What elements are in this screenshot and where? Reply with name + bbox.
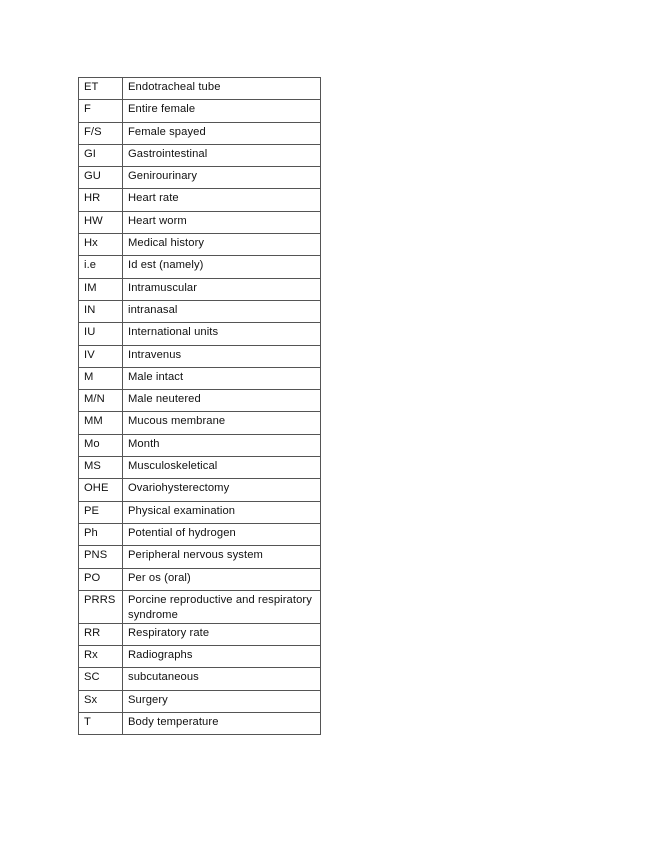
abbreviation-cell: GI: [79, 144, 123, 166]
abbreviation-cell: Hx: [79, 234, 123, 256]
table-row: [79, 568, 321, 590]
table-row: [79, 501, 321, 523]
meaning-cell: Endotracheal tube: [123, 78, 321, 100]
abbreviation-cell: PE: [79, 501, 123, 523]
meaning-cell: Heart rate: [123, 189, 321, 211]
meaning-cell: Female spayed: [123, 122, 321, 144]
meaning-cell: Potential of hydrogen: [123, 523, 321, 545]
abbreviation-cell: OHE: [79, 479, 123, 501]
meaning-cell: Musculoskeletical: [123, 457, 321, 479]
abbreviation-cell: Ph: [79, 523, 123, 545]
meaning-cell: Ovariohysterectomy: [123, 479, 321, 501]
table-row: [79, 523, 321, 545]
table-row: [79, 390, 321, 412]
meaning-cell: Physical examination: [123, 501, 321, 523]
abbreviations-table: [78, 77, 321, 735]
table-row: [79, 546, 321, 568]
abbreviation-cell: PRRS: [79, 590, 123, 623]
meaning-cell: Genirourinary: [123, 167, 321, 189]
table-row: [79, 144, 321, 166]
table-row: [79, 100, 321, 122]
table-row: [79, 367, 321, 389]
table-row: [79, 234, 321, 256]
table-row: [79, 623, 321, 645]
meaning-cell: Per os (oral): [123, 568, 321, 590]
meaning-cell: intranasal: [123, 300, 321, 322]
table-row: [79, 457, 321, 479]
abbreviation-cell: IU: [79, 323, 123, 345]
table-row: [79, 300, 321, 322]
table-row: [79, 78, 321, 100]
table-row: [79, 278, 321, 300]
meaning-cell: Respiratory rate: [123, 623, 321, 645]
meaning-cell: Male neutered: [123, 390, 321, 412]
meaning-cell: Body temperature: [123, 713, 321, 735]
abbreviation-cell: F: [79, 100, 123, 122]
abbreviation-cell: M/N: [79, 390, 123, 412]
abbreviation-cell: IV: [79, 345, 123, 367]
table-row: [79, 412, 321, 434]
abbreviation-cell: M: [79, 367, 123, 389]
meaning-cell: Porcine reproductive and respiratory syndrome: [123, 590, 321, 623]
abbreviation-cell: T: [79, 713, 123, 735]
table-row: [79, 323, 321, 345]
table-row: [79, 479, 321, 501]
abbreviation-cell: F/S: [79, 122, 123, 144]
table-row: [79, 434, 321, 456]
meaning-cell: Intravenus: [123, 345, 321, 367]
meaning-cell: Mucous membrane: [123, 412, 321, 434]
abbreviation-cell: i.e: [79, 256, 123, 278]
table-row: [79, 646, 321, 668]
abbreviation-cell: PNS: [79, 546, 123, 568]
abbreviation-cell: ET: [79, 78, 123, 100]
meaning-cell: International units: [123, 323, 321, 345]
abbreviation-cell: IN: [79, 300, 123, 322]
meaning-cell: subcutaneous: [123, 668, 321, 690]
abbreviation-cell: RR: [79, 623, 123, 645]
meaning-cell: Surgery: [123, 690, 321, 712]
table-row: [79, 122, 321, 144]
abbreviation-cell: Sx: [79, 690, 123, 712]
table-row: [79, 690, 321, 712]
abbreviation-cell: SC: [79, 668, 123, 690]
meaning-cell: Intramuscular: [123, 278, 321, 300]
abbreviation-cell: Rx: [79, 646, 123, 668]
meaning-cell: Month: [123, 434, 321, 456]
abbreviation-cell: HW: [79, 211, 123, 233]
table-row: [79, 211, 321, 233]
meaning-cell: Peripheral nervous system: [123, 546, 321, 568]
abbreviations-table-body: [79, 78, 321, 735]
abbreviation-cell: Mo: [79, 434, 123, 456]
meaning-cell: Id est (namely): [123, 256, 321, 278]
table-row: [79, 713, 321, 735]
abbreviation-cell: MM: [79, 412, 123, 434]
meaning-cell: Radiographs: [123, 646, 321, 668]
meaning-cell: Heart worm: [123, 211, 321, 233]
abbreviation-cell: GU: [79, 167, 123, 189]
meaning-cell: Medical history: [123, 234, 321, 256]
abbreviation-cell: IM: [79, 278, 123, 300]
table-row: [79, 256, 321, 278]
table-row: [79, 189, 321, 211]
meaning-cell: Male intact: [123, 367, 321, 389]
table-row: [79, 668, 321, 690]
meaning-cell: Gastrointestinal: [123, 144, 321, 166]
table-row: [79, 167, 321, 189]
table-row: [79, 345, 321, 367]
table-row: [79, 590, 321, 623]
meaning-cell: Entire female: [123, 100, 321, 122]
abbreviation-cell: HR: [79, 189, 123, 211]
abbreviation-cell: MS: [79, 457, 123, 479]
abbreviation-cell: PO: [79, 568, 123, 590]
